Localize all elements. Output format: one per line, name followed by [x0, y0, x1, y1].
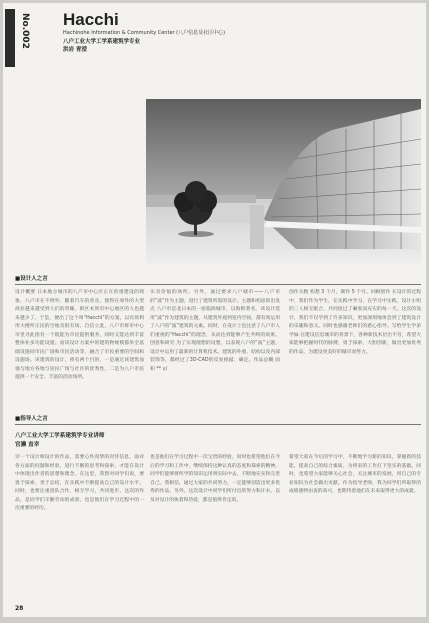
magazine-page [3, 3, 426, 617]
article-subtitle: Hachinohe Information & Community Center (八户信息及社区中心) [63, 30, 226, 36]
instructor-name: 官濑 直幸 [15, 442, 40, 448]
section-rule [15, 424, 421, 425]
designer-text-col3: 创作关数 构想 3 个月，制作 5 个月。回顾创作 在设计的过程中，我们作为学生，在实践中学习、在学习中实践，设计小组的三人相互配合，共同度过了紧张而充实的每一天。这次的设计，我们不仅学到了许多知识，更加深刻地体会到了建筑设计的乐趣和意义。同时也感谢老师们的悉心指导。写给学生学弟学妹 在建设信息城市的背景下，各种新技术层出不穷，希望大家能够把握时代的脉搏，勇于探索、大胆创新，做出更加优秀的作品，为建设更美好的城市而努力。 [289, 290, 421, 355]
article-title: Hacchi [63, 10, 119, 29]
designer-text-col1: 设计概要 日本地方城市的八户市中心区正在的重建设的现象，八户市在不例外，随着汽车的普及，使得在郊外的大型商业越来越受到人们的青睐，街区本到市中心地区的人也越来越少了。于是，便出了这个叫“Hacchi”的方案，以有效利用大楼所正民的空地及很有场。自信立此，八户市将市中心市里寻此指有一个既能为市民提供服务，同时又能达到丰富整体业多功能设施。而该设计方案中的建筑物规模都举全基础设施同市民广场和市民活动等，融合了市民重要的空间和设施场。该建筑的设计，将有两个目的，一是通过该建筑加强与地方各地与居民广场与社区的优秀性，二是为八户市民提供一个安全、丰富的活动场所。 [15, 290, 144, 380]
instructor-text-col3: 希望大家在今后的学习中，不断地学习新的知识，掌握新的技能，提高自己的综合素质，为将来的工作打下坚实的基础。同时，也希望大家能够关心社会，关注城市的发展，用自己的专业知识为社会做出贡献。作为指导老师，我为同学们所取得的成绩感到由衷的高兴，也期待着他们在未来取得更大的成就。 [289, 455, 421, 494]
section-heading-instructor: ■指导人之言 [15, 416, 48, 422]
building-rendering [146, 99, 421, 264]
instructor-text-col2: 也是他们在学习过程中一次宝贵的经验，同时也希望他们在今后的学习和工作中，继续保持这种认真的态度和探索的精神。同学们能够将所学的知识运用到实际中去，不断地充实和完善自己。我相信，通过大家的共同努力，一定能够创造出更多优秀的作品。另外，这次设计中同学们所付出的努力和汗水，以及对设计的执着和热爱，都是值得肯定的。 [150, 455, 280, 503]
page-number: 28 [15, 605, 24, 612]
instructor-text-col1: 旁一个设计师设计的作品，需要心怀真挚的对待信息，面对各方面的问题和经验，进行不断的思考和探索，才能在设计中体现出作者的思想和理念。在这里，我想对同学们说，要勇于探索，善于总结，在实践中不断提高自己的设计水平。同时，也要注重团队合作，相互学习，共同进步。这次的作品，是同学们辛勤劳动的成果，也是他们在学习过程中的一次重要的经历。 [15, 455, 144, 511]
issue-mark: No.002 [20, 13, 30, 49]
author-names: 洪岩 青滢 [63, 47, 87, 53]
instructor-title: 八户工业大学工学系建筑学专业讲师 [15, 433, 105, 439]
section-rule [15, 284, 421, 285]
designer-text-col2: 买卖价值的场所。另外，通过要求八户城市——八户市的“波”作为主题，进行了建筑所需的设计。主题和构思的出发点 八户市是北日本的一座临海城市，以海鲜著名，该设计选用“波”作为建筑的主题，从建筑外观到室内空间，都有效运用了八户的“波”建筑的元素。同时，在设计上也注意了八户市人们重视的“Hacchi”的理念，从而达到能够产生共鸣的效果。创意和研究 为了实现理想的设想，以表现八户的“波”主题，设计中运用了最新的计算机技术。建筑的外观、结构以及内部装饰等，都经过了3D-CAD的反复推敲、确定。作品总概 面积 ** ㎡ [150, 290, 280, 372]
department-label: 八户工业大学工学系建筑学专业 [63, 39, 141, 45]
section-heading-designer: ■设计人之言 [15, 276, 48, 282]
